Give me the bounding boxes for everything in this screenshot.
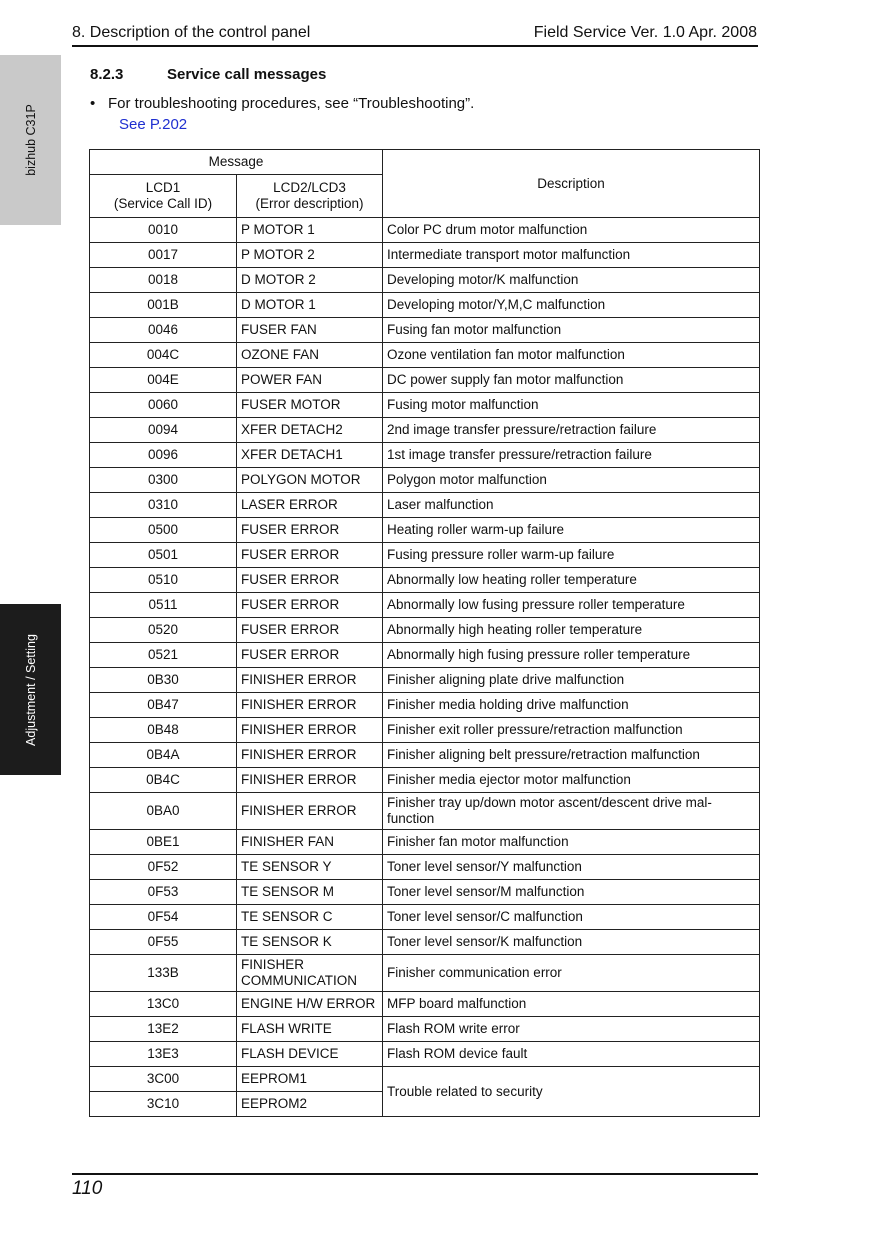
table-row — [90, 293, 760, 318]
cell-description: Finisher aligning plate drive malfunction — [383, 668, 760, 693]
table-row — [90, 493, 760, 518]
cell-description: Finisher fan motor malfunction — [383, 830, 760, 855]
cell-service-call-id: 0060 — [90, 393, 237, 418]
header-lcd23-sub: (Error description) — [255, 196, 364, 211]
cell-error-description: FINISHER ERROR — [237, 718, 383, 743]
cell-service-call-id: 0018 — [90, 268, 237, 293]
cell-service-call-id: 0010 — [90, 218, 237, 243]
table-row — [90, 905, 760, 930]
cell-service-call-id: 004C — [90, 343, 237, 368]
cell-description: Flash ROM device fault — [383, 1042, 760, 1067]
cell-service-call-id: 3C10 — [90, 1092, 237, 1117]
cell-service-call-id: 0F54 — [90, 905, 237, 930]
table-row — [90, 243, 760, 268]
cell-description: Abnormally high fusing pressure roller temperature — [383, 643, 760, 668]
table-row — [90, 218, 760, 243]
cell-description: DC power supply fan motor malfunction — [383, 368, 760, 393]
cell-service-call-id: 0520 — [90, 618, 237, 643]
cell-description: Finisher aligning belt pressure/retraction malfunction — [383, 743, 760, 768]
cell-description: Flash ROM write error — [383, 1017, 760, 1042]
cell-error-description: P MOTOR 1 — [237, 218, 383, 243]
header-lcd1-label: LCD1 — [145, 180, 181, 195]
table-row — [90, 368, 760, 393]
cell-error-description: POWER FAN — [237, 368, 383, 393]
cell-error-description: LASER ERROR — [237, 493, 383, 518]
cell-error-description: FLASH DEVICE — [237, 1042, 383, 1067]
cell-service-call-id: 001B — [90, 293, 237, 318]
cell-error-description: FUSER ERROR — [237, 518, 383, 543]
cell-service-call-id: 13C0 — [90, 992, 237, 1017]
cell-service-call-id: 0094 — [90, 418, 237, 443]
table-row — [90, 793, 760, 830]
cell-error-description: FINISHER COMMUNICATION — [237, 955, 383, 992]
cell-error-description: FINISHER ERROR — [237, 743, 383, 768]
cell-description: Finisher media holding drive malfunction — [383, 693, 760, 718]
cell-service-call-id: 0510 — [90, 568, 237, 593]
cell-error-description: EEPROM2 — [237, 1092, 383, 1117]
cell-service-call-id: 004E — [90, 368, 237, 393]
cell-service-call-id: 0F53 — [90, 880, 237, 905]
table-row — [90, 343, 760, 368]
cell-service-call-id: 0310 — [90, 493, 237, 518]
see-page-link[interactable]: See P.202 — [119, 116, 188, 133]
side-tab-model — [0, 55, 61, 225]
cell-service-call-id: 0046 — [90, 318, 237, 343]
header-rule — [72, 45, 758, 47]
cell-error-description: P MOTOR 2 — [237, 243, 383, 268]
cell-description: Trouble related to security — [383, 1067, 760, 1117]
section-title: Service call messages — [167, 66, 327, 83]
cell-service-call-id: 13E3 — [90, 1042, 237, 1067]
table-row — [90, 880, 760, 905]
cell-error-description: D MOTOR 2 — [237, 268, 383, 293]
cell-service-call-id: 0B48 — [90, 718, 237, 743]
table-row — [90, 693, 760, 718]
cell-error-description: OZONE FAN — [237, 343, 383, 368]
cell-description: Finisher media ejector motor malfunction — [383, 768, 760, 793]
bullet-text: For troubleshooting procedures, see “Troubleshooting”. — [108, 95, 475, 112]
table-row — [90, 468, 760, 493]
cell-description: Toner level sensor/C malfunction — [383, 905, 760, 930]
cell-error-description: TE SENSOR C — [237, 905, 383, 930]
cell-error-description: D MOTOR 1 — [237, 293, 383, 318]
cell-description: Toner level sensor/M malfunction — [383, 880, 760, 905]
cell-error-description: FUSER FAN — [237, 318, 383, 343]
cell-error-description: POLYGON MOTOR — [237, 468, 383, 493]
cell-service-call-id: 0B47 — [90, 693, 237, 718]
cell-description: Ozone ventilation fan motor malfunction — [383, 343, 760, 368]
table-row — [90, 1067, 760, 1092]
cell-error-description: TE SENSOR Y — [237, 855, 383, 880]
cell-service-call-id: 0521 — [90, 643, 237, 668]
page-number: 110 — [72, 1178, 103, 1199]
cell-service-call-id: 0300 — [90, 468, 237, 493]
cell-service-call-id: 0500 — [90, 518, 237, 543]
cell-error-description: FINISHER ERROR — [237, 668, 383, 693]
cell-error-description: FUSER ERROR — [237, 618, 383, 643]
cell-service-call-id: 0096 — [90, 443, 237, 468]
cell-error-description: FINISHER ERROR — [237, 768, 383, 793]
cell-error-description: FUSER ERROR — [237, 593, 383, 618]
cell-service-call-id: 0B30 — [90, 668, 237, 693]
footer-rule — [72, 1173, 758, 1175]
cell-error-description: TE SENSOR M — [237, 880, 383, 905]
cell-service-call-id: 0F52 — [90, 855, 237, 880]
table-row — [90, 718, 760, 743]
bullet-dot: • — [90, 95, 96, 112]
side-tab-model-label: bizhub C31P — [23, 104, 38, 176]
cell-service-call-id: 0BE1 — [90, 830, 237, 855]
cell-description: Fusing pressure roller warm-up failure — [383, 543, 760, 568]
cell-error-description: XFER DETACH2 — [237, 418, 383, 443]
running-header-edition: Field Service Ver. 1.0 Apr. 2008 — [533, 24, 757, 41]
table-row — [90, 593, 760, 618]
cell-error-description: FINISHER FAN — [237, 830, 383, 855]
cell-description: Finisher exit roller pressure/retraction malfunction — [383, 718, 760, 743]
cell-description: Developing motor/K malfunction — [383, 268, 760, 293]
table-row — [90, 268, 760, 293]
side-tab-section-label: Adjustment / Setting — [23, 633, 38, 746]
cell-description: Polygon motor malfunction — [383, 468, 760, 493]
table-row — [90, 443, 760, 468]
cell-service-call-id: 0501 — [90, 543, 237, 568]
bullet-item — [90, 95, 474, 112]
cell-error-description: FUSER MOTOR — [237, 393, 383, 418]
cell-error-description: EEPROM1 — [237, 1067, 383, 1092]
table-row — [90, 643, 760, 668]
cell-service-call-id: 0017 — [90, 243, 237, 268]
table-row — [90, 568, 760, 593]
table-row — [90, 418, 760, 443]
cell-error-description: XFER DETACH1 — [237, 443, 383, 468]
cell-description: Fusing fan motor malfunction — [383, 318, 760, 343]
table-row — [90, 1017, 760, 1042]
side-tab-section — [0, 604, 61, 775]
cell-service-call-id: 0511 — [90, 593, 237, 618]
table-row — [90, 768, 760, 793]
cell-service-call-id: 0B4A — [90, 743, 237, 768]
cell-error-description: FUSER ERROR — [237, 643, 383, 668]
table-row — [90, 743, 760, 768]
cell-description: Color PC drum motor malfunction — [383, 218, 760, 243]
cell-service-call-id: 0BA0 — [90, 793, 237, 830]
cell-service-call-id: 3C00 — [90, 1067, 237, 1092]
cell-error-description: FINISHER ERROR — [237, 693, 383, 718]
cell-error-description: FINISHER ERROR — [237, 793, 383, 830]
cell-error-description: FUSER ERROR — [237, 543, 383, 568]
table-row — [90, 618, 760, 643]
table-row — [90, 393, 760, 418]
cell-error-description: TE SENSOR K — [237, 930, 383, 955]
running-header-chapter: 8. Description of the control panel — [72, 24, 311, 41]
header-lcd23-label: LCD2/LCD3 — [273, 180, 346, 195]
cell-service-call-id: 133B — [90, 955, 237, 992]
cell-description: Toner level sensor/K malfunction — [383, 930, 760, 955]
cell-service-call-id: 0F55 — [90, 930, 237, 955]
table-row — [90, 992, 760, 1017]
cell-error-description: ENGINE H/W ERROR — [237, 992, 383, 1017]
table-row — [90, 518, 760, 543]
table-row — [90, 955, 760, 992]
cell-description: 1st image transfer pressure/retraction failure — [383, 443, 760, 468]
header-description: Description — [383, 150, 760, 218]
cell-description: Intermediate transport motor malfunction — [383, 243, 760, 268]
service-call-table — [89, 149, 760, 1117]
cell-description: Finisher communication error — [383, 955, 760, 992]
cell-service-call-id: 0B4C — [90, 768, 237, 793]
cell-description: Heating roller warm-up failure — [383, 518, 760, 543]
header-lcd1 — [90, 175, 237, 218]
cell-error-description: FUSER ERROR — [237, 568, 383, 593]
cell-description: Toner level sensor/Y malfunction — [383, 855, 760, 880]
table-row — [90, 318, 760, 343]
table-row — [90, 830, 760, 855]
cell-description: Abnormally high heating roller temperature — [383, 618, 760, 643]
section-number: 8.2.3 — [90, 66, 124, 83]
header-lcd1-sub: (Service Call ID) — [113, 196, 213, 211]
cell-service-call-id: 13E2 — [90, 1017, 237, 1042]
cell-description: Abnormally low fusing pressure roller temperature — [383, 593, 760, 618]
cell-error-description: FLASH WRITE — [237, 1017, 383, 1042]
table-row — [90, 855, 760, 880]
header-lcd23 — [237, 175, 383, 218]
cell-description: Finisher tray up/down motor ascent/descent drive mal-function — [383, 793, 760, 830]
cell-description: Fusing motor malfunction — [383, 393, 760, 418]
table-row — [90, 930, 760, 955]
cell-description: MFP board malfunction — [383, 992, 760, 1017]
cell-description: Developing motor/Y,M,C malfunction — [383, 293, 760, 318]
cell-description: 2nd image transfer pressure/retraction failure — [383, 418, 760, 443]
cell-description: Abnormally low heating roller temperature — [383, 568, 760, 593]
table-row — [90, 543, 760, 568]
table-row — [90, 1042, 760, 1067]
table-row — [90, 668, 760, 693]
cell-description: Laser malfunction — [383, 493, 760, 518]
header-message: Message — [90, 150, 383, 175]
